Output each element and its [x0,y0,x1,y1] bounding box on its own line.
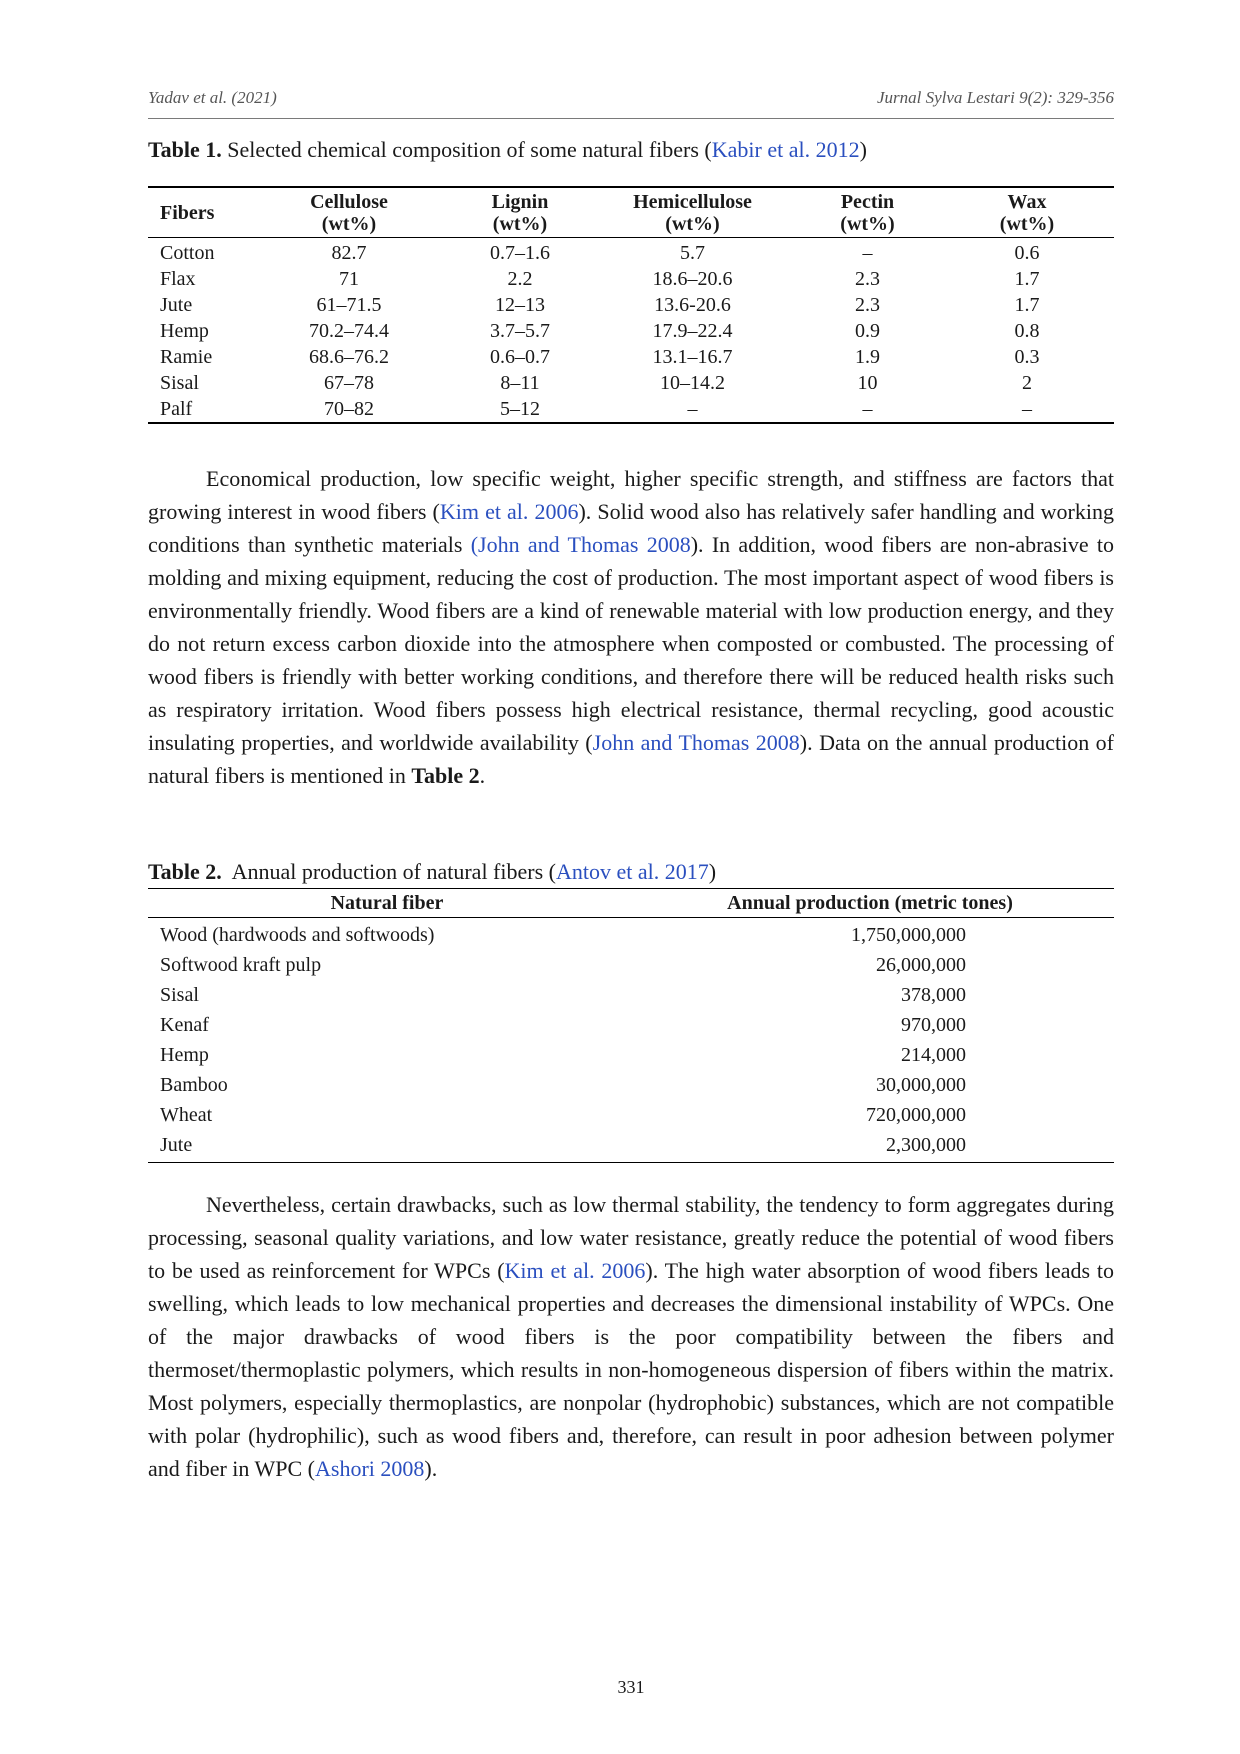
table1 [148,186,1114,424]
table1-cell-value: 71 [339,268,359,290]
table1-header-wax: Wax (wt%) [999,191,1055,235]
table2-caption-end: ) [708,859,717,884]
table1-cell-value: 13.6-20.6 [654,294,731,316]
table1-cell-value: – [862,398,873,420]
table1-cell-value: – [862,242,873,264]
table2-caption-text: Annual production of natural fibers ( [221,859,556,884]
table1-cell-fiber: Palf [160,398,193,420]
table2-caption-ref[interactable]: Antov et al. 2017 [555,859,709,884]
table2 [148,888,1114,1163]
table2-cell-fiber: Bamboo [160,1074,228,1096]
table2-cell-production: 2,300,000 [886,1134,966,1156]
table1-cell-value: 70–82 [324,398,374,420]
table2-row [148,918,1114,951]
table2-cell-production: 720,000,000 [866,1104,966,1126]
table2-caption [148,858,716,886]
table1-cell-value: 2.3 [855,268,880,290]
table1-cell-value: 3.7–5.7 [490,320,550,342]
table2-header-fiber: Natural fiber [148,889,626,918]
table2-row [148,1100,1114,1130]
table1-row [148,370,1114,396]
table1-cell-value: 10–14.2 [660,372,725,394]
citation-john-thomas-2008-b[interactable]: John and Thomas 2008 [592,730,800,755]
table1-cell-fiber: Sisal [160,372,199,394]
table1-cell-value: 0.8 [1014,320,1040,342]
citation-kim-2006[interactable]: Kim et al. 2006 [439,499,579,524]
table2-inline-ref: Table 2 [411,763,480,788]
table1-cell-value: – [1022,398,1032,420]
table1-row [148,344,1114,370]
table1-cell-fiber: Jute [160,294,193,316]
table1-header-fibers: Fibers [160,202,215,224]
table1-cell-value: 5.7 [680,242,705,264]
table2-cell-production: 378,000 [901,984,966,1006]
table1-body [148,238,1114,424]
table2-cell-fiber: Jute [160,1134,193,1156]
citation-ashori-2008[interactable]: Ashori 2008 [315,1456,425,1481]
table2-row [148,980,1114,1010]
table2-cell-fiber: Wheat [160,1104,213,1126]
table1-caption-text: Selected chemical composition of some natural fibers ( [221,137,712,162]
running-head [148,88,1114,119]
table1-cell-value: – [687,398,698,420]
table2-cell-production: 30,000,000 [876,1074,966,1096]
table1-cell-value: 1.7 [1014,268,1040,290]
table1-cell-value: 2.2 [507,268,533,290]
table2-cell-fiber: Sisal [160,984,199,1006]
table2-cell-production: 1,750,000,000 [851,924,966,946]
table1-cell-fiber: Hemp [160,320,209,342]
table2-header-row [148,889,1114,918]
table2-body [148,918,1114,1163]
table1-row [148,318,1114,344]
table2-cell-fiber: Kenaf [160,1014,209,1036]
table1-caption-end: ) [859,137,867,162]
page-number: 331 [617,1677,645,1697]
table1-label: Table 1. [148,137,222,162]
running-head-journal: Jurnal Sylva Lestari 9(2): 329-356 [876,88,1114,107]
table2-row [148,1010,1114,1040]
table2-label: Table 2. [148,859,222,884]
citation-john-thomas-2008[interactable]: (John and Thomas 2008 [470,532,691,557]
table1-header-lignin: Lignin (wt%) [491,191,549,235]
table1-cell-fiber: Cotton [160,242,215,264]
table1-cell-value: 0.7–1.6 [490,242,550,264]
table2-row [148,1040,1114,1070]
table2-cell-production: 970,000 [901,1014,966,1036]
table1-cell-value: 67–78 [324,372,374,394]
table1-cell-value: 18.6–20.6 [652,268,733,290]
table1-header-row [148,187,1114,238]
table1-cell-fiber: Ramie [160,346,213,368]
table1-cell-value: 5–12 [500,398,540,420]
paragraph-1: Economical production, low specific weight, higher specific strength, and stiffness are factors that growing interest in wood fibers (Kim et al. 2006). Solid wood also has relatively safer handling and working conditions than synthetic materials (John and Thomas 2008). In addition, wood fibers are non-abrasive to molding and mixing equipment, reducing the cost of production. The most important aspect of wood fibers is environmentally friendly. Wood fibers are a kind of renewable material with low production energy, and they do not return excess carbon dioxide into the atmosphere when composted or combusted. The processing of wood fibers is friendly with better working conditions, and therefore there will be reduced health risks such as respiratory irritation. Wood fibers possess high electrical resistance, thermal recycling, good acoustic insulating properties, and worldwide availability (John and Thomas 2008). Data on the annual production of natural fibers is mentioned in Table 2. [148,466,1115,788]
table1-cell-value: 1.9 [855,346,880,368]
table1-cell-value: 68.6–76.2 [309,346,389,368]
table2-row [148,1130,1114,1163]
table1-cell-value: 2 [1022,372,1032,394]
table2-cell-production: 26,000,000 [876,954,966,976]
table1-cell-value: 82.7 [331,242,367,264]
table2-cell-production: 214,000 [901,1044,966,1066]
table1-row [148,238,1114,267]
table1-cell-value: 1.7 [1014,294,1040,316]
table1-cell-value: 2.3 [855,294,880,316]
table1-header-hemicellulose: Hemicellulose (wt%) [633,191,752,235]
table1-cell-value: 12–13 [495,294,545,316]
table1-cell-value: 10 [857,372,878,394]
table1-cell-value: 17.9–22.4 [652,320,733,342]
table1-cell-value: 0.3 [1014,346,1040,368]
table1-header-pectin: Pectin (wt%) [840,191,895,235]
table2-cell-fiber: Softwood kraft pulp [160,954,322,976]
table1-row [148,292,1114,318]
table1-row [148,396,1114,423]
table2-cell-fiber: Hemp [160,1044,209,1066]
table1-caption-ref[interactable]: Kabir et al. 2012 [711,137,860,162]
table1-cell-value: 0.6 [1014,242,1040,264]
table1-cell-value: 0.6–0.7 [490,346,550,368]
table1-cell-value: 61–71.5 [316,294,382,316]
table2-row [148,950,1114,980]
table1-header-cellulose: Cellulose (wt%) [310,191,388,235]
table1-cell-value: 13.1–16.7 [652,346,733,368]
table1-cell-value: 0.9 [855,320,880,342]
paragraph-2: Nevertheless, certain drawbacks, such as low thermal stability, the tendency to form aggregates during processing, seasonal quality variations, and low water resistance, greatly reduce the potential of wood fibers to be used as reinforcement for WPCs (Kim et al. 2006). The high water absorption of wood fibers leads to swelling, which leads to low mechanical properties and decreases the dimensional instability of WPCs. One of the major drawbacks of wood fibers is the poor compatibility between the fibers and thermoset/thermoplastic polymers, which results in non-homogeneous dispersion of fibers within the matrix. Most polymers, especially thermoplastics, are nonpolar (hydrophobic) substances, which are not compatible with polar (hydrophilic), such as wood fibers and, therefore, can result in poor adhesion between polymer and fiber in WPC (Ashori 2008). [148,1192,1114,1481]
table2-row [148,1070,1114,1100]
table1-cell-value: 70.2–74.4 [309,320,389,342]
table1-caption [148,136,867,164]
table1-cell-fiber: Flax [160,268,196,290]
running-head-authors: Yadav et al. (2021) [148,88,277,107]
table2-header-production: Annual production (metric tones) [626,889,1114,918]
table1-cell-value: 8–11 [500,372,540,394]
table1-row [148,266,1114,292]
citation-kim-2006-b[interactable]: Kim et al. 2006 [504,1258,646,1283]
table2-cell-fiber: Wood (hardwoods and softwoods) [160,924,435,946]
